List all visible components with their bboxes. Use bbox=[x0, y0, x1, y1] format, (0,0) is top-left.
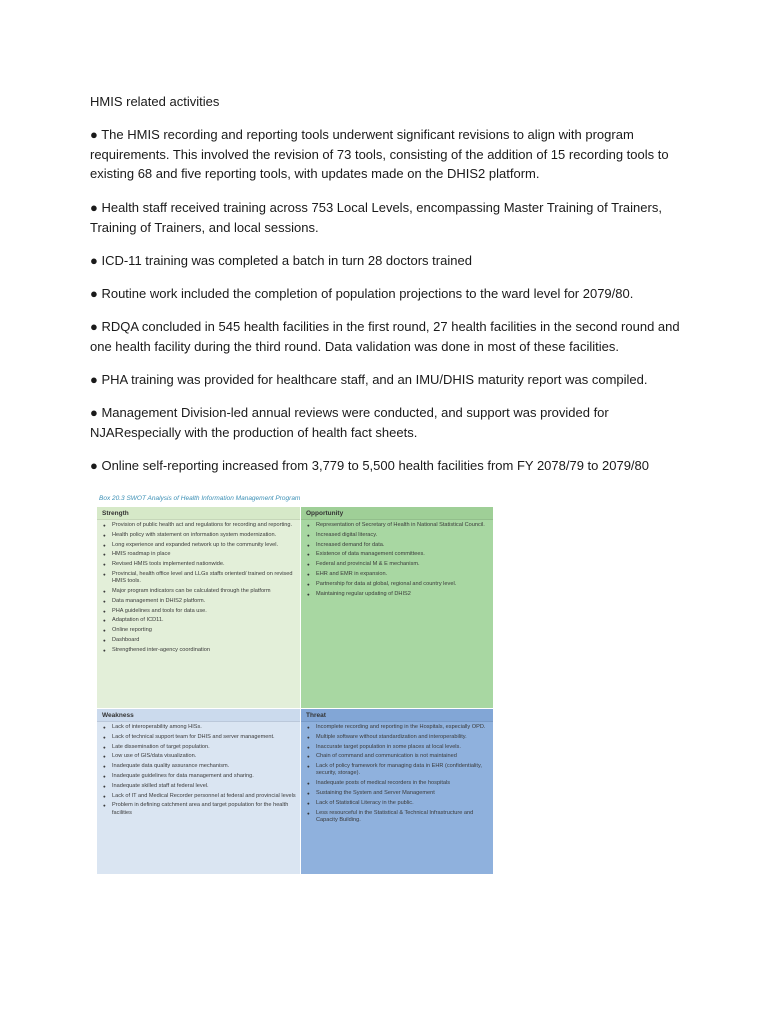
list-item: ● Inaccurate target population in some places at local levels. bbox=[307, 744, 489, 751]
list-item: ● Multiple software without standardization and interoperability. bbox=[307, 734, 489, 741]
list-item: ● Dashboard bbox=[103, 637, 296, 644]
bullet-paragraph: ● ICD-11 training was completed a batch in turn 28 doctors trained bbox=[90, 253, 472, 268]
weakness-list bbox=[97, 722, 300, 817]
bullet-paragraph: ● The HMIS recording and reporting tools underwent significant revisions to align with program requirements. This involved the revision of 73 tools, consisting of the addition of 15 recording tools to existing 68 and five reporting tools, with updates made on the DHIS2 platform. bbox=[90, 127, 669, 181]
opportunity-quadrant bbox=[301, 507, 493, 708]
list-item: ● Existence of data management committees. bbox=[307, 551, 489, 558]
list-item: ● Lack of Statistical Literacy in the public. bbox=[307, 800, 489, 807]
list-item: ● Long experience and expanded network up to the community level. bbox=[103, 542, 296, 549]
list-item: ● Incomplete recording and reporting in the Hospitals, especially OPD. bbox=[307, 724, 489, 731]
list-item: ● Inadequate posts of medical recorders in the hospitals bbox=[307, 780, 489, 787]
opportunity-list bbox=[301, 520, 493, 598]
list-item: ● Provincial, health office level and LLGs staffs oriented/ trained on revised HMIS tools. bbox=[103, 571, 296, 585]
list-item: ● Representation of Secretary of Health in National Statistical Council. bbox=[307, 522, 489, 529]
bullet-paragraph: ● Management Division-led annual reviews were conducted, and support was provided for NJARespecially with the production of health fact sheets. bbox=[90, 405, 609, 440]
list-item: ● Inadequate data quality assurance mechanism. bbox=[103, 763, 296, 770]
bullet-paragraph: ● Routine work included the completion of population projections to the ward level for 2079/80. bbox=[90, 286, 634, 301]
list-item: ● PHA guidelines and tools for data use. bbox=[103, 608, 296, 615]
figure-caption: Box 20.3 SWOT Analysis of Health Information Management Program bbox=[99, 495, 301, 502]
swot-grid bbox=[97, 507, 493, 874]
list-item: ● Sustaining the System and Server Management bbox=[307, 790, 489, 797]
list-item: ● Low use of GIS/data visualization. bbox=[103, 753, 296, 760]
list-item: ● Maintaining regular updating of DHIS2 bbox=[307, 591, 489, 598]
list-item: ● Lack of technical support team for DHIS and server management. bbox=[103, 734, 296, 741]
list-item: ● Problem in defining catchment area and target population for the health facilities bbox=[103, 802, 296, 816]
opportunity-title: Opportunity bbox=[301, 507, 493, 520]
list-item: ● Increased demand for data. bbox=[307, 542, 489, 549]
strength-list bbox=[97, 520, 300, 654]
list-item: ● Inadequate guidelines for data management and sharing. bbox=[103, 773, 296, 780]
threat-quadrant bbox=[301, 709, 493, 874]
bullet-paragraph: ● Health staff received training across 753 Local Levels, encompassing Master Training of Trainers, Training of Trainers, and local sessions. bbox=[90, 200, 662, 235]
weakness-title: Weakness bbox=[97, 709, 300, 722]
list-item: ● Lack of interoperability among HISs. bbox=[103, 724, 296, 731]
strength-title: Strength bbox=[97, 507, 300, 520]
bullet-paragraph: ● RDQA concluded in 545 health facilities in the first round, 27 health facilities in the second round and one health facility during the third round. Data validation was done in most of these facilities. bbox=[90, 319, 680, 354]
threat-list bbox=[301, 722, 493, 824]
list-item: ● EHR and EMR in expansion. bbox=[307, 571, 489, 578]
list-item: ● Online reporting bbox=[103, 627, 296, 634]
list-item: ● Less resourceful in the Statistical & Technical Infrastructure and Capacity Building. bbox=[307, 810, 489, 824]
list-item: ● Adaptation of ICD11. bbox=[103, 617, 296, 624]
list-item: ● Partnership for data at global, regional and country level. bbox=[307, 581, 489, 588]
bullet-paragraph: ● PHA training was provided for healthcare staff, and an IMU/DHIS maturity report was compiled. bbox=[90, 372, 648, 387]
strength-quadrant bbox=[97, 507, 300, 708]
list-item: ● Major program indicators can be calculated through the platform bbox=[103, 588, 296, 595]
weakness-quadrant bbox=[97, 709, 300, 874]
swot-figure bbox=[97, 492, 493, 882]
list-item: ● Strengthened inter-agency coordination bbox=[103, 647, 296, 654]
list-item: ● Data management in DHIS2 platform. bbox=[103, 598, 296, 605]
list-item: ● Increased digital literacy. bbox=[307, 532, 489, 539]
section-heading: HMIS related activities bbox=[90, 94, 220, 109]
bullet-paragraph: ● Online self-reporting increased from 3,779 to 5,500 health facilities from FY 2078/79 to 2079/80 bbox=[90, 458, 649, 473]
list-item: ● Revised HMIS tools implemented nationwide. bbox=[103, 561, 296, 568]
list-item: ● Provision of public health act and regulations for recording and reporting. bbox=[103, 522, 296, 529]
list-item: ● Chain of command and communication is not maintained bbox=[307, 753, 489, 760]
list-item: ● Health policy with statement on information system modernization. bbox=[103, 532, 296, 539]
threat-title: Threat bbox=[301, 709, 493, 722]
list-item: ● Late dissemination of target population. bbox=[103, 744, 296, 751]
list-item: ● Inadequate skilled staff at federal level. bbox=[103, 783, 296, 790]
list-item: ● HMIS roadmap in place bbox=[103, 551, 296, 558]
list-item: ● Federal and provincial M & E mechanism. bbox=[307, 561, 489, 568]
list-item: ● Lack of policy framework for managing data in EHR (confidentiality, security, storage). bbox=[307, 763, 489, 777]
list-item: ● Lack of IT and Medical Recorder personnel at federal and provincial levels bbox=[103, 793, 296, 800]
